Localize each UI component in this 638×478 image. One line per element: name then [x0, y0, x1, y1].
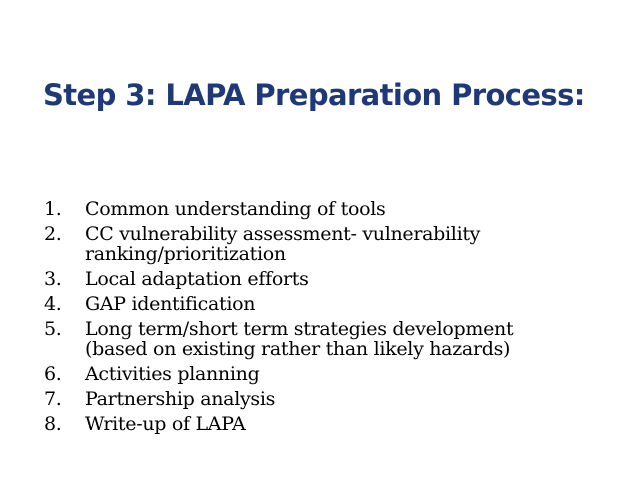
- list-item: [44, 412, 604, 436]
- list-item-number: 3.: [44, 268, 62, 290]
- list-item: [44, 317, 604, 361]
- list-item-text: Local adaptation efforts: [85, 268, 309, 290]
- list-item-number: 1.: [44, 198, 62, 220]
- list-item: [44, 292, 604, 316]
- list-item-continuation: (based on existing rather than likely hazards): [85, 338, 511, 360]
- list-item: [44, 267, 604, 291]
- list-item: [44, 222, 604, 266]
- list-item-number: 5.: [44, 318, 62, 340]
- list-item-number: 7.: [44, 388, 62, 410]
- slide-title: Step 3: LAPA Preparation Process:: [43, 78, 585, 112]
- list-item-text: Common understanding of tools: [85, 198, 386, 220]
- list-item: [44, 387, 604, 411]
- list-item-text: GAP identification: [85, 293, 256, 315]
- list-item-number: 2.: [44, 223, 62, 245]
- list-item-text: Write-up of LAPA: [85, 413, 246, 435]
- process-steps-list: [44, 197, 604, 437]
- list-item-number: 6.: [44, 363, 62, 385]
- list-item-text: Long term/short term strategies development: [85, 318, 514, 340]
- list-item: [44, 362, 604, 386]
- list-item-number: 8.: [44, 413, 62, 435]
- list-item-text: Activities planning: [85, 363, 260, 385]
- list-item-number: 4.: [44, 293, 62, 315]
- list-item-continuation: ranking/prioritization: [85, 243, 286, 265]
- list-item: [44, 197, 604, 221]
- list-item-text: CC vulnerability assessment- vulnerability: [85, 223, 481, 245]
- list-item-text: Partnership analysis: [85, 388, 276, 410]
